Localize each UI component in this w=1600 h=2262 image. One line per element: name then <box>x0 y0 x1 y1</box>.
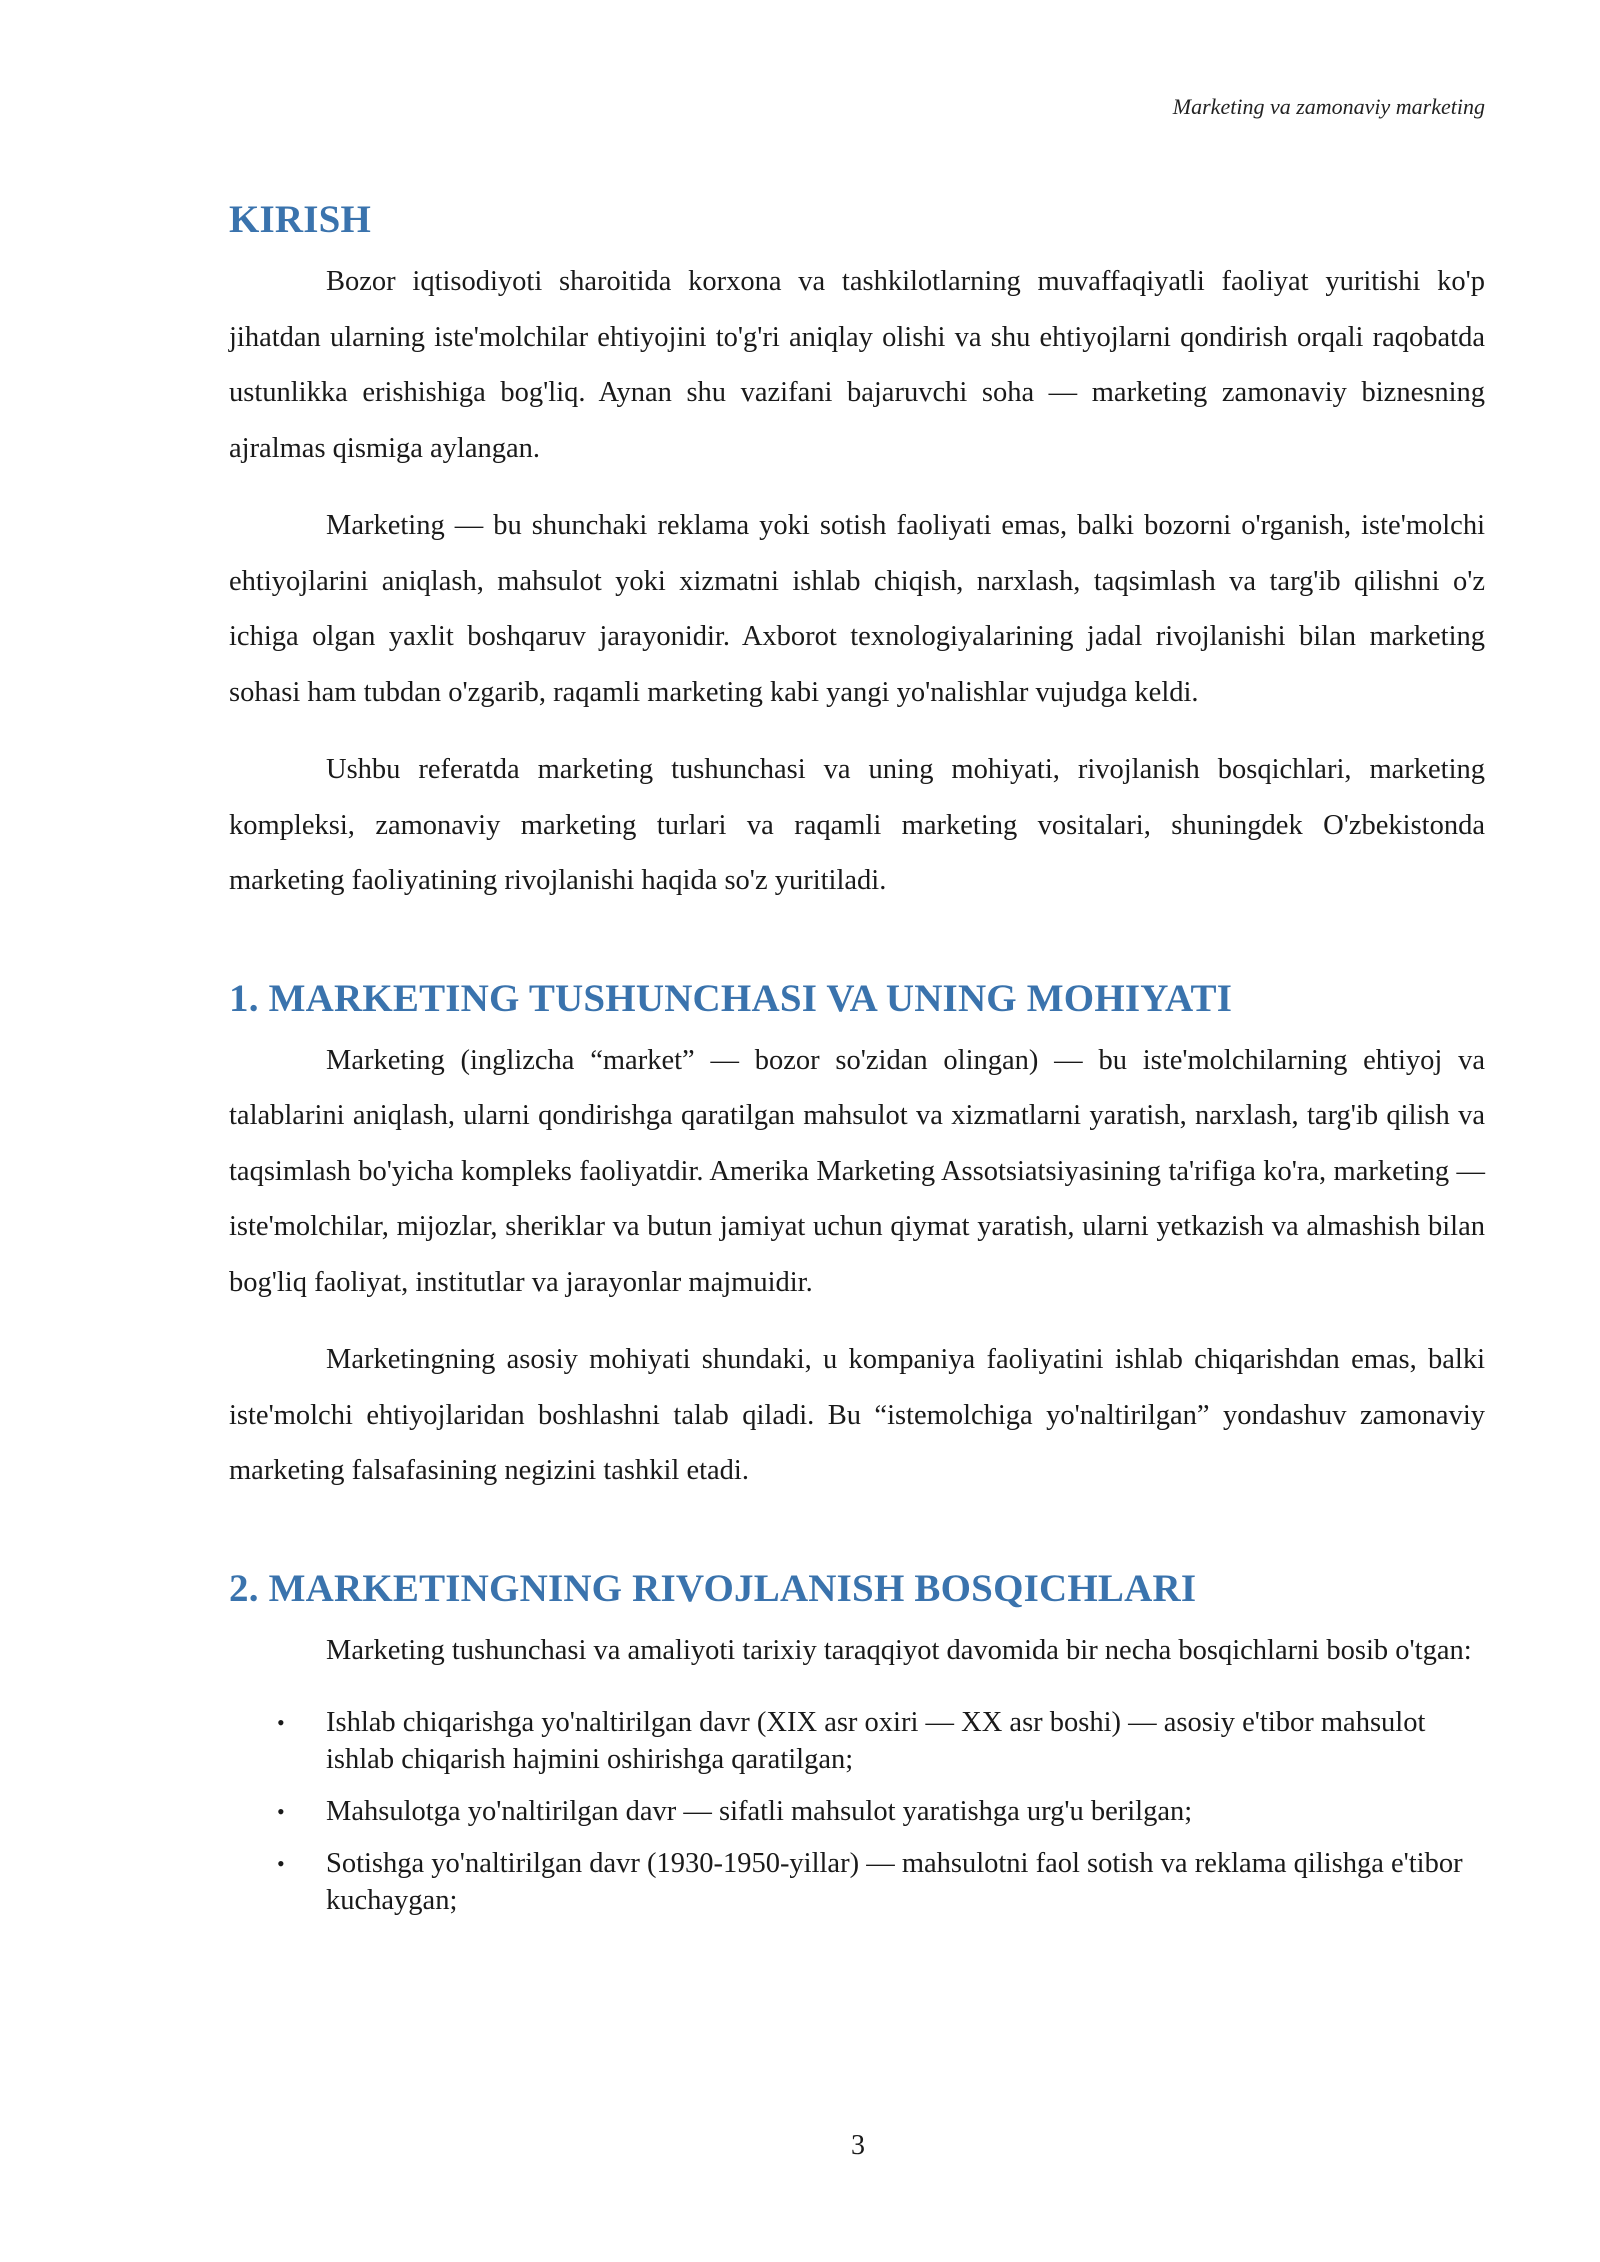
section1-paragraph-1: Marketing (inglizcha “market” — bozor so'zidan olingan) — bu iste'molchilarning ehtiyoj va talablarini aniqlash, ularni qondirishga qaratilgan mahsulot va xizmatlarni yaratish, narxlash, targ'ib qilish va taqsimlash bo'yicha kompleks faoliyatdir. Amerika Marketing Assotsiatsiyasining ta'rifiga ko'ra, marketing — iste'molchilar, mijozlar, sheriklar va butun jamiyat uchun qiymat yaratish, ularni yetkazish va almashish bilan bog'liq faoliyat, institutlar va jarayonlar majmuidir. <box>229 1044 1485 1298</box>
list-item-text: Mahsulotga yo'naltirilgan davr — sifatli mahsulot yaratishga urg'u berilgan; <box>326 1796 1193 1827</box>
intro-heading: KIRISH <box>229 198 372 241</box>
list-item-text: Sotishga yo'naltirilgan davr (1930-1950-yillar) — mahsulotni faol sotish va reklama qilishga e'tibor kuchaygan; <box>326 1848 1463 1916</box>
list-item <box>229 1704 1485 1778</box>
intro-paragraph-2: Marketing — bu shunchaki reklama yoki sotish faoliyati emas, balki bozorni o'rganish, iste'molchi ehtiyojlarini aniqlash, mahsulot yoki xizmatni ishlab chiqish, narxlash, taqsimlash va targ'ib qilishni o'z ichiga olgan yaxlit boshqaruv jarayonidir. Axborot texnologiyalarining jadal rivojlanishi bilan marketing sohasi ham tubdan o'zgarib, raqamli marketing kabi yangi yo'nalishlar vujudga keldi. <box>229 510 1485 708</box>
list-item <box>229 1845 1485 1919</box>
list-item <box>229 1793 1485 1830</box>
bullet-icon: • <box>277 1710 285 1735</box>
intro-paragraph-1: Bozor iqtisodiyoti sharoitida korxona va tashkilotlarning muvaffaqiyatli faoliyat yuritishi ko'p jihatdan ularning iste'molchilar ehtiyojini to'g'ri aniqlay olishi va shu ehtiyojlarni qondirish orqali raqobatda ustunlikka erishishiga bog'liq. Aynan shu vazifani bajaruvchi soha — marketing zamonaviy biznesning ajralmas qismiga aylangan. <box>229 266 1485 464</box>
stages-list <box>229 1704 1485 1919</box>
intro-paragraph-3: Ushbu referatda marketing tushunchasi va uning mohiyati, rivojlanish bosqichlari, marketing kompleksi, zamonaviy marketing turlari va raqamli marketing vositalari, shuningdek O'zbekistonda marketing faoliyatining rivojlanishi haqida so'z yuritiladi. <box>229 754 1485 896</box>
section1-heading: 1. MARKETING TUSHUNCHASI VA UNING MOHIYATI <box>229 976 1233 1020</box>
section2-paragraph-1: Marketing tushunchasi va amaliyoti tarixiy taraqqiyot davomida bir necha bosqichlarni bosib o'tgan: <box>326 1634 1472 1666</box>
section2-heading: 2. MARKETINGNING RIVOJLANISH BOSQICHLARI <box>229 1566 1197 1610</box>
bullet-icon: • <box>277 1851 285 1876</box>
list-item-text: Ishlab chiqarishga yo'naltirilgan davr (XIX asr oxiri — XX asr boshi) — asosiy e'tibor mahsulot ishlab chiqarish hajmini oshirishga qaratilgan; <box>326 1707 1426 1775</box>
section1-paragraph-2: Marketingning asosiy mohiyati shundaki, u kompaniya faoliyatini ishlab chiqarishdan emas, balki iste'molchi ehtiyojlaridan boshlashni talab qiladi. Bu “istemolchiga yo'naltirilgan” yondashuv zamonaviy marketing falsafasining negizini tashkil etadi. <box>229 1344 1485 1486</box>
running-header: Marketing va zamonaviy marketing <box>1172 94 1485 119</box>
bullet-icon: • <box>277 1799 285 1824</box>
page-content <box>229 190 1485 1934</box>
page-number: 3 <box>851 2130 865 2161</box>
